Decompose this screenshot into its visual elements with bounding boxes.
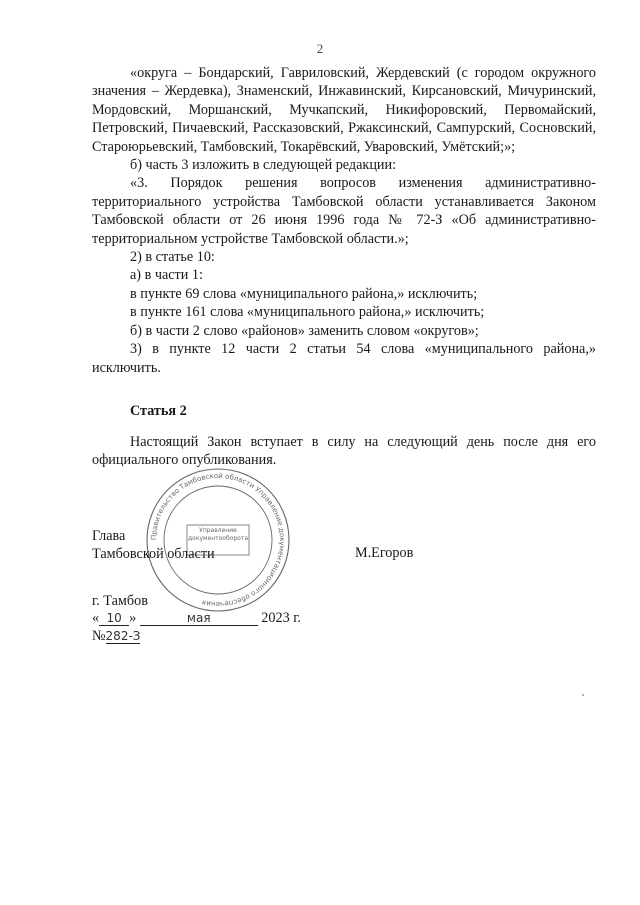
seal-inner-text: Управление документооборота xyxy=(188,527,248,542)
article-text: Настоящий Закон вступает в силу на следующий день после дня его официального опубликования. xyxy=(92,434,596,469)
signatory-title-line2: Тамбовской области xyxy=(92,546,215,563)
place: г. Тамбов xyxy=(92,593,148,609)
registration-number xyxy=(92,628,140,645)
signatory-title xyxy=(92,527,215,564)
paragraph-article54: 3) в пункте 12 части 2 статьи 54 слова «муниципального района,» исключить. xyxy=(92,341,596,376)
date-year: 2023 г. xyxy=(261,610,301,626)
article-heading: Статья 2 xyxy=(130,403,187,419)
signatory-name: М.Егоров xyxy=(355,545,414,561)
date-open-quote: « xyxy=(92,610,100,626)
signatory-title-line1: Глава xyxy=(92,528,126,544)
date-close-quote: » xyxy=(129,610,137,626)
scan-speck xyxy=(582,694,584,696)
paragraph-part3-new-text: «3. Порядок решения вопросов изменения административно-территориального устройства Тамбовской области устанавливается Законом Тамбовской области от 26 июня 1996 года № 72-З «Об административно-территориальном устройстве Тамбовской области.»; xyxy=(92,175,596,247)
registration-value: 282-З xyxy=(105,629,141,643)
page-number: 2 xyxy=(316,41,324,56)
paragraph-part3-intro: б) часть 3 изложить в следующей редакции: xyxy=(130,157,397,174)
registration-prefix: № xyxy=(92,628,106,644)
paragraph-districts-list: «округа – Бондарский, Гавриловский, Жердевский (с городом окружного значения – Жердевка), Знаменский, Инжавинский, Кирсановский, Мичуринский, Мордовский, Моршанский, Мучкапский, Никифоровский, Первомайский, Петровский, Пичаевский, Рассказовский, Ржаксинский, Сампурский, Сосновский, Староюрьевский, Тамбовский, Токарёвский, Уваровский, Умётский;»; xyxy=(92,65,596,155)
date-month: мая xyxy=(140,611,258,626)
amendment-text xyxy=(92,64,596,377)
paragraph-item69: в пункте 69 слова «муниципального района,» исключить; xyxy=(130,285,478,302)
date-line xyxy=(92,610,301,627)
seal-outer-text: Правительство Тамбовской области Управление документационного обеспечения xyxy=(149,471,287,609)
date-day: 10 xyxy=(99,611,129,626)
paragraph-part1: а) в части 1: xyxy=(130,267,203,284)
paragraph-item161: в пункте 161 слова «муниципального района,» исключить; xyxy=(130,304,485,321)
paragraph-part2: б) в части 2 слово «районов» заменить словом «округов»; xyxy=(130,322,479,339)
paragraph-article10: 2) в статье 10: xyxy=(130,249,215,266)
